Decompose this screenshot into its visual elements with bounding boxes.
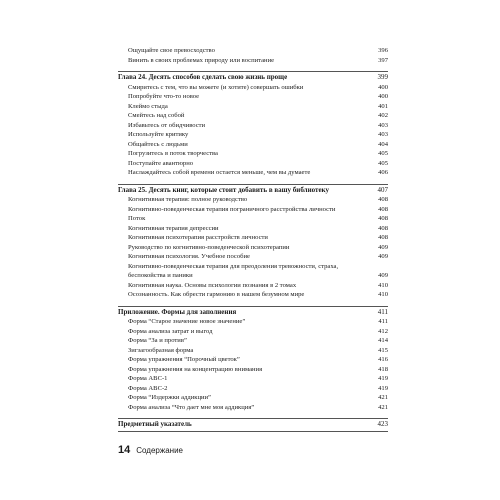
running-footer-label: Содержание (136, 446, 184, 455)
toc-entry (118, 111, 388, 121)
entry-title: Форма упражнения на концентрацию внимания (128, 365, 263, 373)
entry-page: 418 (378, 365, 388, 373)
entry-page: 402 (378, 112, 388, 119)
entry-page: 396 (378, 47, 388, 54)
entry-page: 409 (378, 272, 388, 279)
entry-title: Руководство по когнитивно-поведенческой психотерапии (128, 243, 290, 251)
table-of-contents (118, 46, 388, 432)
toc-entry (118, 252, 388, 262)
toc-entry (118, 83, 388, 93)
toc-entry (118, 233, 388, 243)
toc-section (118, 306, 388, 413)
chapter-page: 423 (377, 420, 388, 428)
toc-entry (118, 365, 388, 375)
entry-page: 408 (378, 196, 388, 203)
entry-title: Форма упражнения “Порочный цветок” (128, 356, 240, 363)
entry-title: Форма “За и против” (128, 337, 187, 344)
entry-page: 414 (378, 337, 388, 344)
toc-chapter-heading (118, 73, 388, 83)
entry-title: Поступайте авантюрно (128, 159, 194, 167)
toc-entry (118, 214, 388, 224)
entry-title: Смейтесь над собой (128, 112, 185, 119)
toc-entry (118, 46, 388, 56)
entry-page: 403 (378, 121, 388, 129)
toc-entry (118, 224, 388, 234)
entry-title: Смиритесь с тем, что вы можете (и хотите) совершать ошибки (128, 83, 304, 91)
toc-entry (118, 102, 388, 112)
entry-title: Форма анализа “Что дает мне моя аддикция” (128, 403, 255, 411)
toc-entry (118, 140, 388, 150)
entry-title: Общайтесь с людьми (128, 140, 188, 148)
toc-entry (118, 281, 388, 291)
toc-chapter-heading (118, 186, 388, 196)
entry-page: 403 (378, 131, 388, 138)
toc-entry (118, 195, 388, 205)
entry-page: 409 (378, 243, 388, 251)
toc-section (118, 418, 388, 432)
toc-entry (118, 403, 388, 413)
toc-entry (118, 393, 388, 403)
entry-page: 400 (378, 93, 388, 100)
entry-page: 411 (378, 318, 388, 325)
toc-entry (118, 149, 388, 159)
toc-entry (118, 262, 388, 281)
entry-title: Форма “Издержки аддикции” (128, 394, 211, 401)
toc-entry (118, 243, 388, 253)
chapter-page: 407 (377, 185, 388, 194)
entry-page: 410 (378, 291, 388, 298)
chapter-title: Глава 25. Десять книг, которые стоит добавить в вашу библиотеку (118, 185, 329, 194)
entry-title: Наслаждайтесь собой времени остается меньше, чем вы думаете (128, 169, 311, 176)
toc-entry (118, 336, 388, 346)
entry-page: 404 (378, 140, 388, 148)
entry-title: Винить в своих проблемах природу или воспитание (128, 56, 275, 64)
toc-chapter-heading (118, 308, 388, 318)
entry-page: 405 (378, 159, 388, 167)
toc-section (118, 184, 388, 300)
entry-title: Когнитивная психотерапия расстройств личности (128, 234, 268, 241)
toc-chapter-heading (118, 420, 388, 430)
toc-entry (118, 168, 388, 178)
entry-page: 406 (378, 169, 388, 176)
entry-title: Когнитивно-поведенческая терапия для преодоления тревожности, страха, беспокойства и паники (128, 262, 339, 279)
entry-title: Форма ABC-2 (128, 384, 168, 392)
entry-title: Погрузитесь в поток творчества (128, 150, 218, 157)
page-footer (118, 444, 183, 456)
entry-title: Когнитивная терапия: полное руководство (128, 196, 248, 203)
entry-page: 408 (378, 215, 388, 222)
entry-title: Избавьтесь от обидчивости (128, 121, 206, 129)
entry-page: 419 (378, 375, 388, 382)
entry-title: Когнитивная наука. Основы психологии познания в 2 томах (128, 281, 297, 289)
chapter-title: Приложение. Формы для заполнения (118, 307, 237, 316)
toc-entry (118, 327, 388, 337)
entry-page: 410 (378, 281, 388, 289)
entry-page: 412 (378, 327, 388, 335)
entry-title: Когнитивно-поведенческая терапия пограничного расстройства личности (128, 205, 336, 213)
entry-title: Осознанность. Как обрести гармонию в нашем безумном мире (128, 291, 305, 298)
entry-page: 421 (378, 394, 388, 401)
entry-page: 400 (378, 83, 388, 91)
entry-page: 408 (378, 234, 388, 241)
toc-entry (118, 346, 388, 356)
entry-page: 421 (378, 403, 388, 411)
toc-entry (118, 355, 388, 365)
chapter-page: 399 (377, 73, 388, 81)
entry-page: 408 (378, 205, 388, 213)
toc-entry (118, 92, 388, 102)
entry-page: 397 (378, 56, 388, 64)
entry-title: Форма “Старое значение новое значение” (128, 318, 246, 325)
chapter-title: Глава 24. Десять способов сделать свою жизнь проще (118, 73, 288, 81)
chapter-page: 411 (377, 307, 388, 316)
entry-title: Форма анализа затрат и выгод (128, 327, 213, 335)
toc-entry (118, 205, 388, 215)
toc-entry (118, 384, 388, 394)
entry-title: Ощущайте свое превосходство (128, 47, 215, 54)
entry-page: 405 (378, 150, 388, 157)
entry-title: Поток (128, 215, 146, 222)
entry-page: 408 (378, 224, 388, 232)
entry-page: 401 (378, 102, 388, 110)
entry-page: 419 (378, 384, 388, 392)
toc-section (118, 46, 388, 65)
entry-title: Используйте критику (128, 131, 189, 138)
entry-title: Клеймо стыда (128, 102, 168, 110)
entry-page: 416 (378, 356, 388, 363)
toc-entry (118, 317, 388, 327)
toc-entry (118, 290, 388, 300)
toc-entry (118, 121, 388, 131)
toc-section (118, 71, 388, 178)
page-number: 14 (118, 444, 131, 456)
entry-title: Попробуйте что-то новое (128, 93, 200, 100)
entry-page: 415 (378, 346, 388, 354)
entry-title: Когнитивная терапия депрессии (128, 224, 219, 232)
toc-entry (118, 374, 388, 384)
toc-entry (118, 159, 388, 169)
chapter-title: Предметный указатель (118, 420, 192, 428)
entry-page: 409 (378, 253, 388, 260)
toc-entry (118, 56, 388, 66)
entry-title: Зигзагообразная форма (128, 346, 194, 354)
entry-title: Форма ABC-1 (128, 375, 168, 382)
toc-entry (118, 130, 388, 140)
entry-title: Когнитивная психология. Учебное пособие (128, 253, 250, 260)
